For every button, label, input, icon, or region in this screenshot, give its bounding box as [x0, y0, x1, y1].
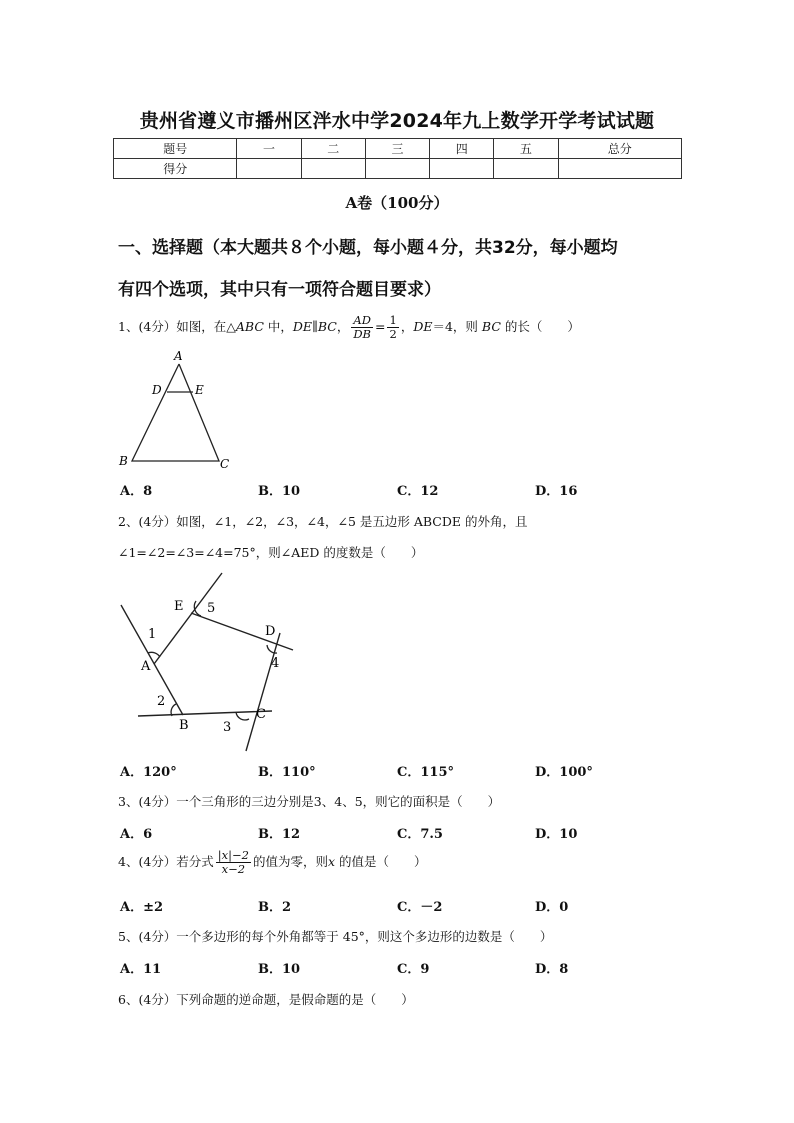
q3-option-c[interactable]: C．7.5 [397, 827, 443, 842]
q4-text: 的值为零，则 [252, 854, 328, 869]
q4-fraction [216, 849, 251, 876]
q1-text: ， [336, 319, 350, 334]
fraction-numerator: AD [351, 314, 373, 328]
q1-option-b[interactable]: B．10 [258, 484, 301, 499]
section-a-heading: A卷（100分） [345, 194, 449, 212]
score-cell: 三 [365, 139, 429, 159]
score-blank-cell [558, 159, 681, 179]
q4-text: 4、(4分）若分式 [118, 854, 214, 869]
label-e: E [174, 599, 184, 614]
score-blank-cell [494, 159, 558, 179]
question-3: 3、(4分）一个三角形的三边分别是3、4、5，则它的面积是（ ） [118, 794, 501, 809]
question-1 [118, 314, 580, 341]
q1-option-a[interactable]: A．8 [120, 484, 153, 499]
section1-instructions-line2: 有四个选项，其中只有一项符合题目要求） [118, 280, 441, 300]
q5-option-c[interactable]: C．9 [397, 962, 430, 977]
score-row-label: 得分 [114, 159, 237, 179]
label-angle-5: 5 [207, 601, 216, 616]
score-cell: 二 [301, 139, 365, 159]
score-cell: 题号 [114, 139, 237, 159]
q3-option-b[interactable]: B．12 [258, 827, 301, 842]
q1-text: 中， [263, 319, 293, 334]
question-2-line1: 2、(4分）如图，∠1，∠2，∠3，∠4，∠5 是五边形 ABCDE 的外角，且 [118, 514, 528, 529]
exam-title: 贵州省遵义市播州区泮水中学2024年九上数学开学考试试题 [139, 110, 655, 132]
q1-equals: = [375, 319, 386, 334]
line-through-c-d [246, 633, 280, 751]
q2-pentagon-figure [110, 565, 310, 755]
label-angle-2: 2 [157, 694, 166, 709]
score-blank-cell [237, 159, 301, 179]
label-angle-3: 3 [223, 720, 232, 735]
label-e: E [195, 383, 204, 397]
q4-variable-x: x [328, 854, 336, 869]
q3-option-a[interactable]: A．6 [120, 827, 153, 842]
question-2-line2: ∠1=∠2=∠3=∠4=75°，则∠AED 的度数是（ ） [118, 545, 424, 560]
q4-option-a[interactable]: A．±2 [120, 900, 164, 915]
score-blank-cell [365, 159, 429, 179]
q1-text: 的长（ ） [500, 319, 580, 334]
q5-option-a[interactable]: A．11 [120, 962, 162, 977]
q2-option-b[interactable]: B．110° [258, 765, 316, 780]
label-angle-4: 4 [271, 656, 280, 671]
line-through-e-d [191, 613, 293, 650]
question-6: 6、(4分）下列命题的逆命题，是假命题的是（ ） [118, 992, 414, 1007]
fraction-numerator: |x|−2 [217, 848, 249, 862]
q1-triangle-figure [110, 345, 240, 475]
q2-option-a[interactable]: A．120° [120, 765, 177, 780]
angle-3-arc [236, 712, 249, 720]
q2-option-c[interactable]: C．115° [397, 765, 454, 780]
fraction-denominator: x−2 [221, 862, 246, 876]
q1-de-bc: DE∥BC [292, 319, 337, 334]
score-blank-cell [430, 159, 494, 179]
label-angle-1: 1 [148, 627, 157, 642]
q1-fraction-ad-db [351, 314, 373, 341]
q4-option-d[interactable]: D．0 [535, 900, 569, 915]
q1-bc: BC [481, 319, 501, 334]
label-b: B [179, 718, 189, 733]
score-blank-cell [301, 159, 365, 179]
score-cell: 四 [430, 139, 494, 159]
q1-option-d[interactable]: D．16 [535, 484, 578, 499]
label-b: B [119, 454, 128, 468]
q1-text: 1、(4分）如图，在△ [118, 319, 236, 334]
question-5: 5、(4分）一个多边形的每个外角都等于 45°，则这个多边形的边数是（ ） [118, 929, 553, 944]
q1-abc: ABC [235, 319, 264, 334]
label-a: A [141, 659, 151, 674]
triangle-abc [132, 364, 219, 461]
label-d: D [265, 624, 276, 639]
q4-option-b[interactable]: B．2 [258, 900, 292, 915]
q2-option-d[interactable]: D．100° [535, 765, 593, 780]
score-cell: 一 [237, 139, 301, 159]
score-cell: 五 [494, 139, 558, 159]
q4-option-c[interactable]: C．－2 [397, 900, 443, 915]
q3-option-d[interactable]: D．10 [535, 827, 578, 842]
label-a: A [174, 349, 183, 363]
q1-fraction-half [387, 314, 398, 341]
line-through-a-b [121, 605, 183, 715]
q1-de: DE [413, 319, 433, 334]
score-cell: 总分 [558, 139, 681, 159]
score-table [113, 138, 682, 179]
line-through-b-c [138, 711, 272, 716]
score-table-score-row [114, 159, 682, 179]
label-c: C [256, 707, 266, 722]
q1-text: ， [400, 319, 414, 334]
label-c: C [220, 457, 230, 471]
q1-option-c[interactable]: C．12 [397, 484, 439, 499]
line-through-a-e [154, 573, 222, 664]
q5-option-d[interactable]: D．8 [535, 962, 569, 977]
fraction-numerator: 1 [389, 313, 397, 327]
label-d: D [152, 383, 162, 397]
fraction-denominator: DB [353, 327, 371, 341]
q5-option-b[interactable]: B．10 [258, 962, 301, 977]
section1-instructions-line1: 一、选择题（本大题共８个小题，每小题４分，共32分，每小题均 [118, 238, 618, 258]
fraction-denominator: 2 [389, 327, 397, 341]
q4-text: 的值是（ ） [335, 854, 427, 869]
score-table-header-row [114, 139, 682, 159]
question-4 [118, 849, 427, 876]
q1-text: ＝4，则 [432, 319, 482, 334]
